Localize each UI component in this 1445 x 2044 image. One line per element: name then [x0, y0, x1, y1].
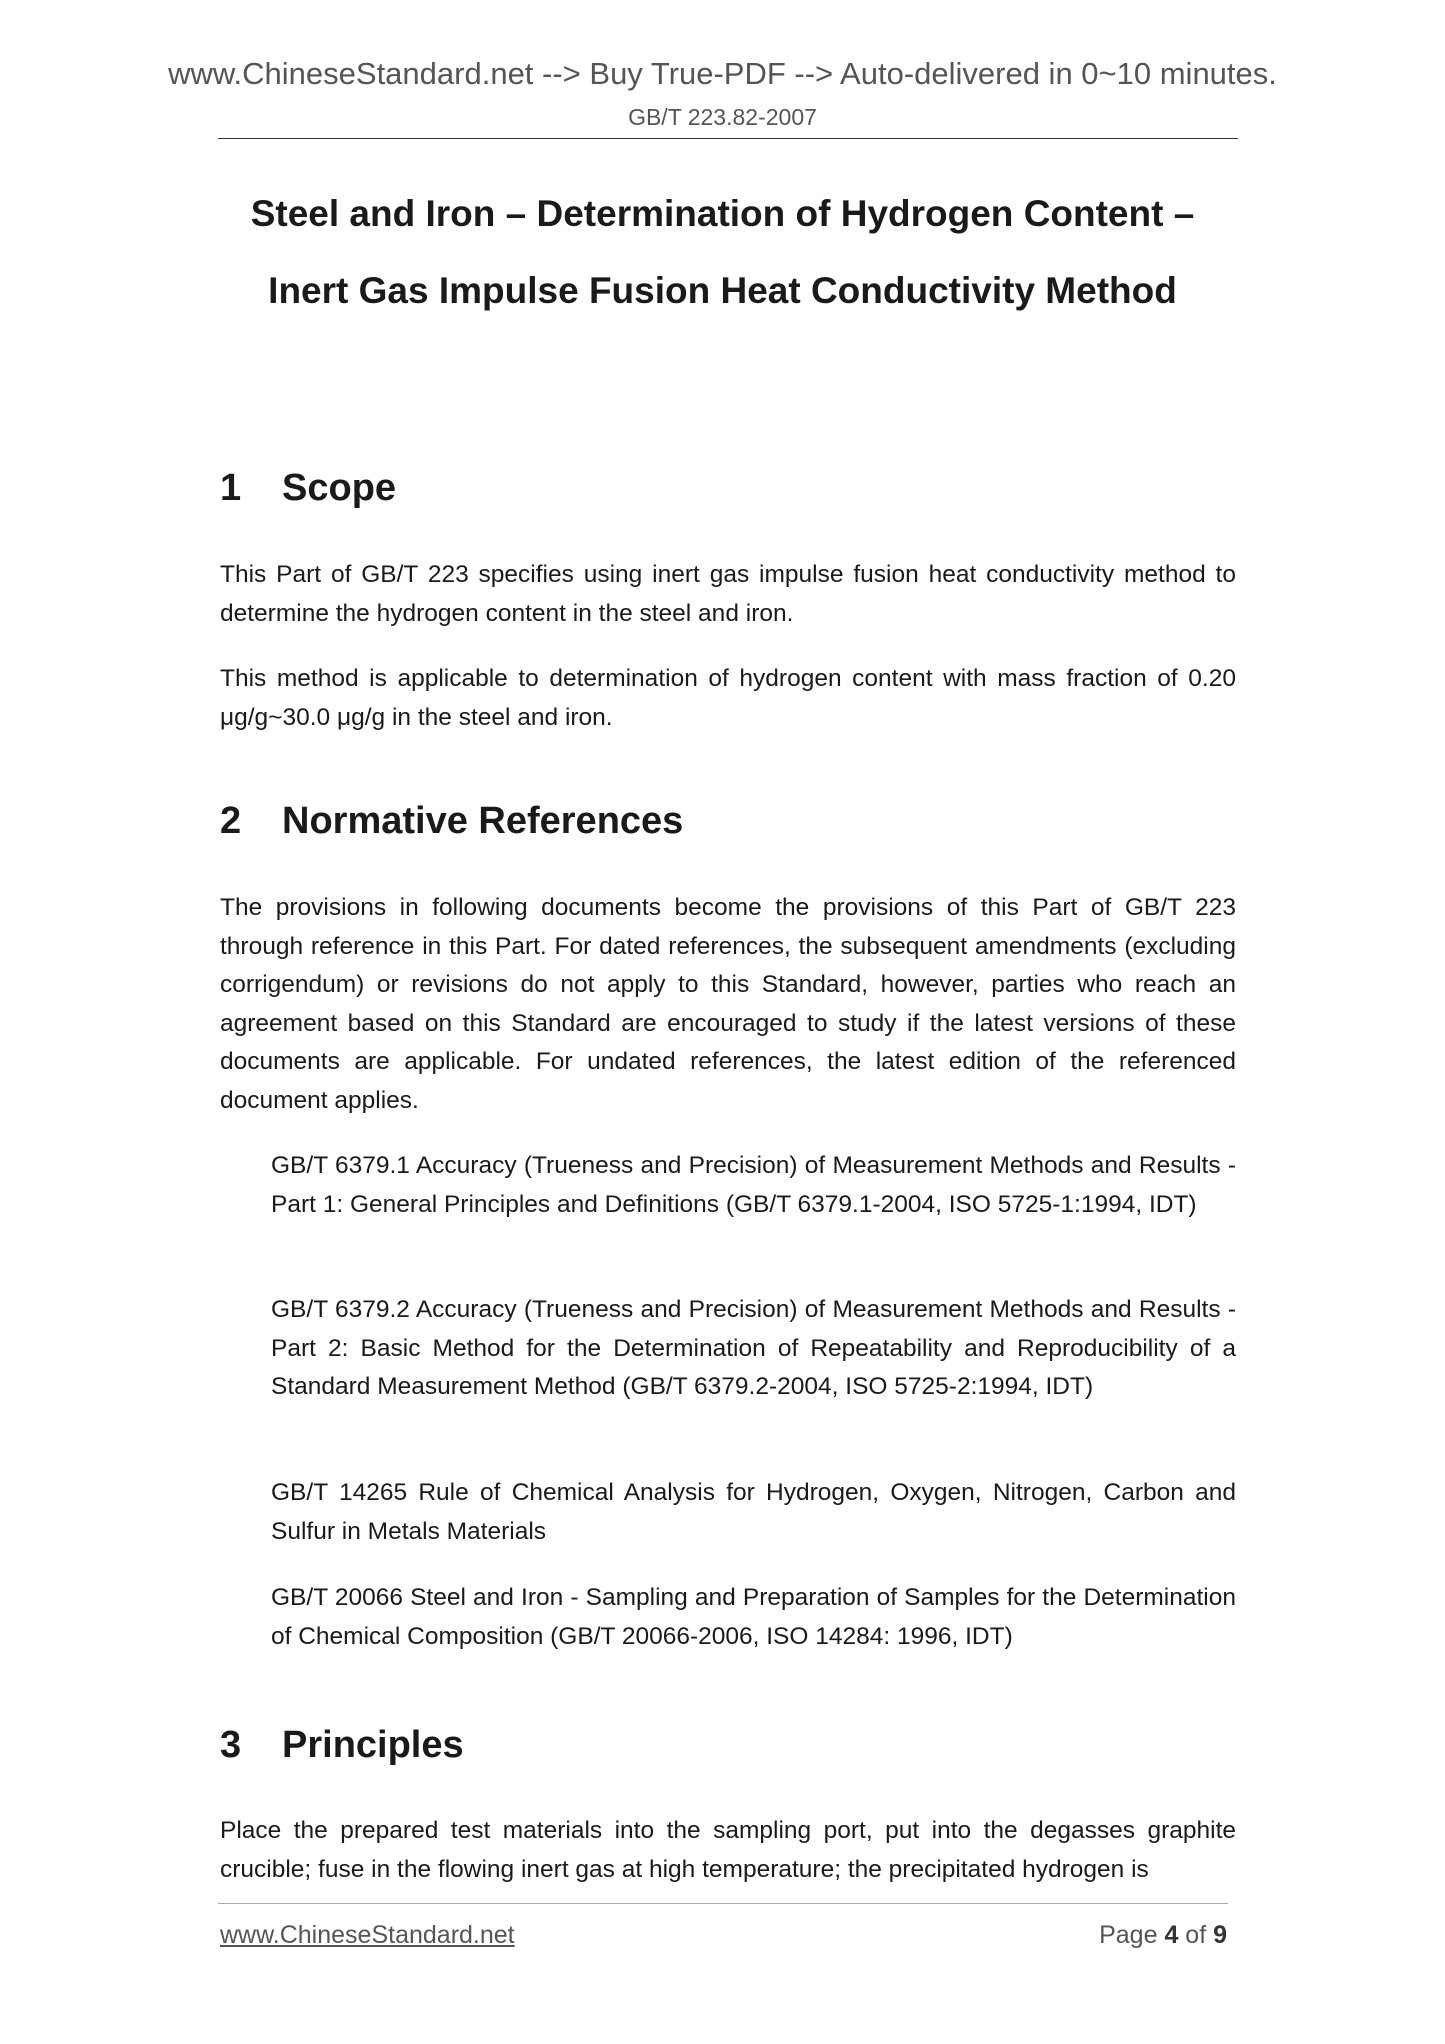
section-title: Normative References [282, 800, 684, 842]
section-heading-normative-references [220, 802, 683, 840]
section-heading-scope [220, 469, 396, 507]
footer-divider [218, 1903, 1228, 1904]
section-title: Scope [282, 467, 397, 509]
scope-paragraph-1: This Part of GB/T 223 specifies using inert gas impulse fusion heat conductivity method to determine the hydrogen content in the steel and iron. [220, 561, 1236, 627]
section-number: 2 [220, 800, 242, 842]
reference-item: GB/T 20066 Steel and Iron - Sampling and Preparation of Samples for the Determination of Chemical Composition (GB/T 20066-2006, ISO 14284: 1996, IDT) [271, 1584, 1236, 1650]
section-title: Principles [282, 1724, 464, 1766]
document-title-line-1: Steel and Iron – Determination of Hydrogen Content – [250, 193, 1195, 234]
total-pages: 9 [1213, 1921, 1227, 1949]
page-label: Page [1099, 1921, 1165, 1949]
header-divider [218, 138, 1238, 139]
document-title-line-2: Inert Gas Impulse Fusion Heat Conductivity Method [268, 270, 1177, 311]
principles-paragraph: Place the prepared test materials into the sampling port, put into the degasses graphite crucible; fuse in the flowing inert gas at high temperature; the precipitated hydrogen is [220, 1817, 1236, 1883]
page-number [1099, 1923, 1227, 1948]
section-number: 3 [220, 1724, 242, 1766]
section-number: 1 [220, 467, 242, 509]
current-page: 4 [1164, 1921, 1179, 1949]
header-banner: www.ChineseStandard.net --> Buy True-PDF --> Auto-delivered in 0~10 minutes. [168, 56, 1277, 91]
page-of-label: of [1178, 1921, 1214, 1949]
reference-item: GB/T 6379.2 Accuracy (Trueness and Precision) of Measurement Methods and Results - Part 2: Basic Method for the Determination of Repeatability and Reproducibility of a Standard Measurement Method (GB/T 6379.2-2004, ISO 5725-2:1994, IDT) [271, 1296, 1236, 1400]
reference-item: GB/T 14265 Rule of Chemical Analysis for Hydrogen, Oxygen, Nitrogen, Carbon and Sulfur in Metals Materials [271, 1479, 1236, 1545]
reference-item: GB/T 6379.1 Accuracy (Trueness and Precision) of Measurement Methods and Results - Part 1: General Principles and Definitions (GB/T 6379.1-2004, ISO 5725-1:1994, IDT) [271, 1152, 1236, 1218]
footer-website-link[interactable]: www.ChineseStandard.net [220, 1921, 515, 1949]
section-heading-principles [220, 1726, 464, 1764]
normative-intro-paragraph: The provisions in following documents become the provisions of this Part of GB/T 223 through reference in this Part. For dated references, the subsequent amendments (excluding corrigendum) or revisions do not apply to this Standard, however, parties who reach an agreement based on this Standard are encouraged to study if the latest versions of these documents are applicable. For undated references, the latest edition of the referenced document applies. [220, 894, 1236, 1114]
standard-code: GB/T 223.82-2007 [628, 104, 817, 130]
scope-paragraph-2: This method is applicable to determination of hydrogen content with mass fraction of 0.20 μg/g~30.0 μg/g in the steel and iron. [220, 665, 1236, 731]
